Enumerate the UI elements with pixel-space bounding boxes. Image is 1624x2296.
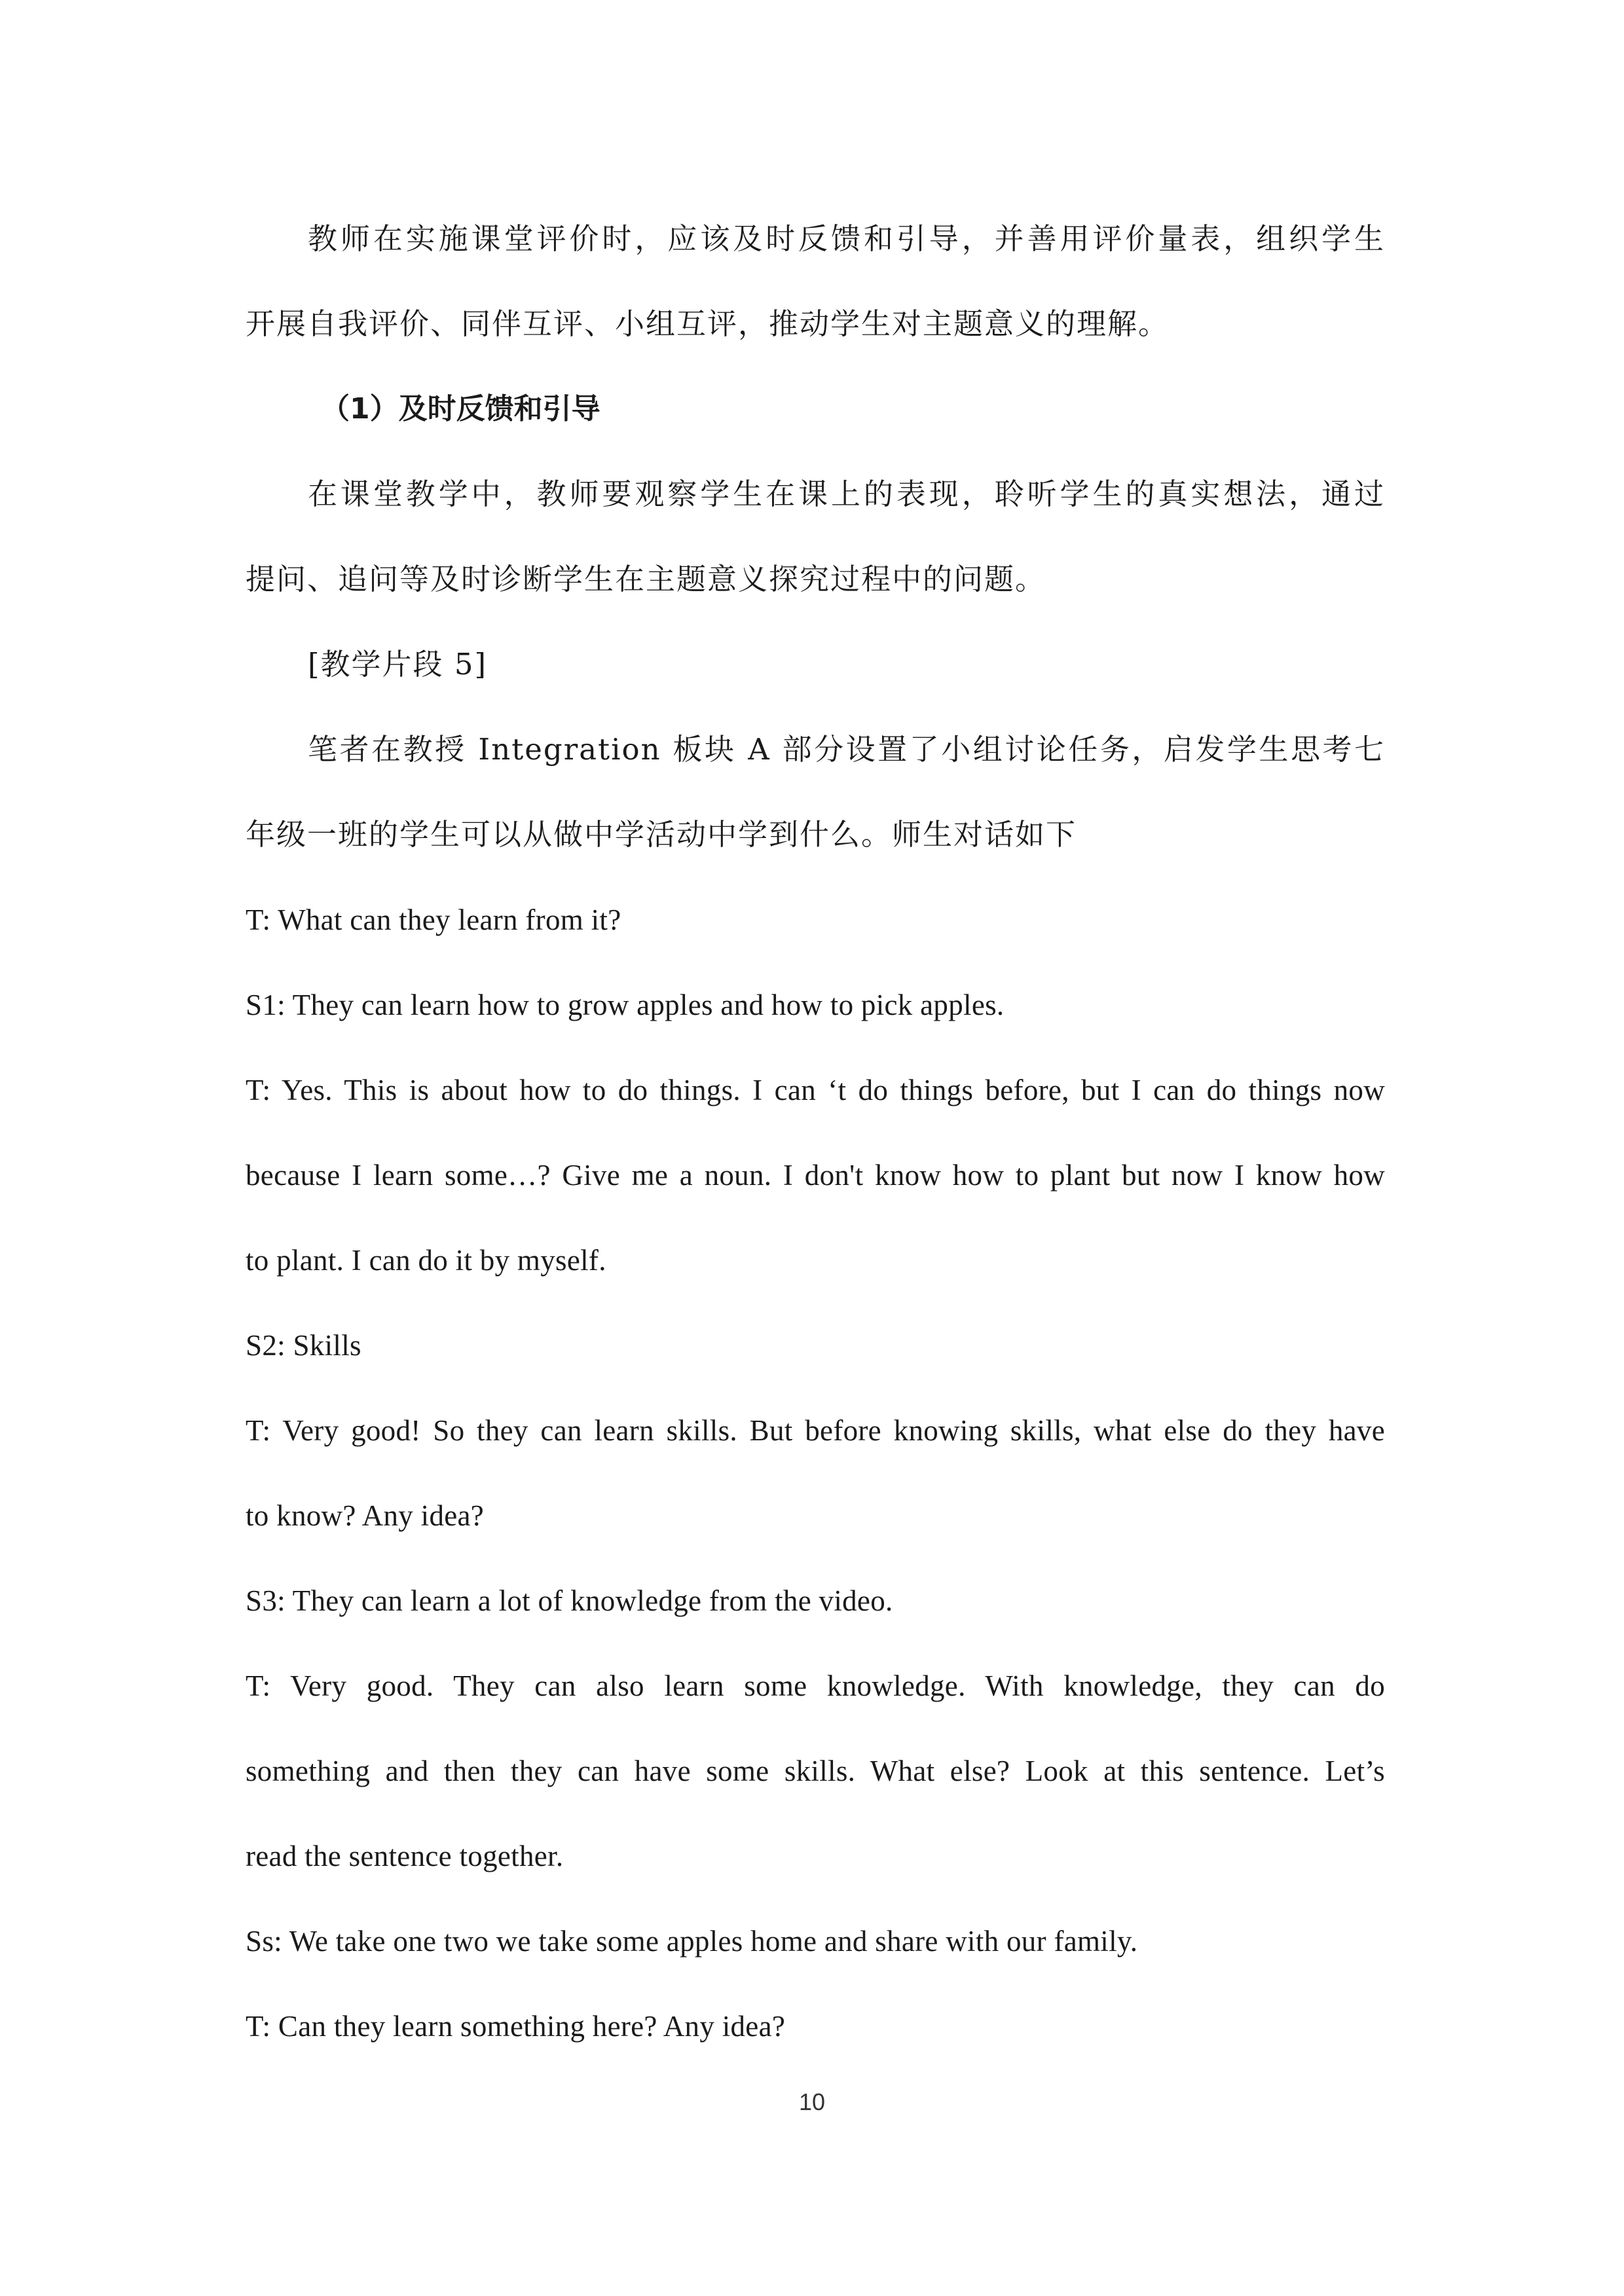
paragraph-line: 提问、追问等及时诊断学生在主题意义探究过程中的问题。 — [246, 562, 1046, 596]
dialogue-line: T: Yes. This is about how to do things. I can ‘t do things before, but I can do things now — [246, 1074, 1385, 1106]
paragraph-line: 笔者在教授 Integration 板块 A 部分设置了小组讨论任务，启发学生思考七 — [308, 732, 1385, 767]
dialogue-line: something and then they can have some skills. What else? Look at this sentence. Let’s — [246, 1755, 1385, 1787]
section-heading: （1）及时反馈和引导 — [321, 392, 600, 426]
dialogue-line: to plant. I can do it by myself. — [246, 1244, 606, 1277]
dialogue-line: T: What can they learn from it? — [246, 903, 621, 936]
dialogue-line: T: Very good. They can also learn some knowledge. With knowledge, they can do — [246, 1669, 1385, 1702]
dialogue-line: T: Can they learn something here? Any idea? — [246, 2010, 786, 2043]
dialogue-line: S2: Skills — [246, 1329, 361, 1362]
page-number: 10 — [798, 2088, 826, 2115]
dialogue-line: Ss: We take one two we take some apples home and share with our family. — [246, 1925, 1138, 1958]
teaching-fragment-label: [教学片段 5] — [308, 647, 488, 682]
dialogue-line: S1: They can learn how to grow apples and how to pick apples. — [246, 989, 1005, 1021]
dialogue-line: because I learn some…? Give me a noun. I don't know how to plant but now I know how — [246, 1159, 1385, 1192]
paragraph-line: 教师在实施课堂评价时，应该及时反馈和引导，并善用评价量表，组织学生 — [308, 221, 1385, 256]
dialogue-line: S3: They can learn a lot of knowledge from the video. — [246, 1584, 893, 1617]
paragraph-line: 在课堂教学中，教师要观察学生在课上的表现，聆听学生的真实想法，通过 — [308, 477, 1385, 511]
paragraph-line: 开展自我评价、同伴互评、小组互评，推动学生对主题意义的理解。 — [246, 306, 1170, 341]
dialogue-line: to know? Any idea? — [246, 1499, 485, 1532]
paragraph-line: 年级一班的学生可以从做中学活动中学到什么。师生对话如下 — [246, 817, 1077, 852]
dialogue-line: T: Very good! So they can learn skills. But before knowing skills, what else do they have — [246, 1414, 1385, 1447]
dialogue-line: read the sentence together. — [246, 1840, 564, 1872]
